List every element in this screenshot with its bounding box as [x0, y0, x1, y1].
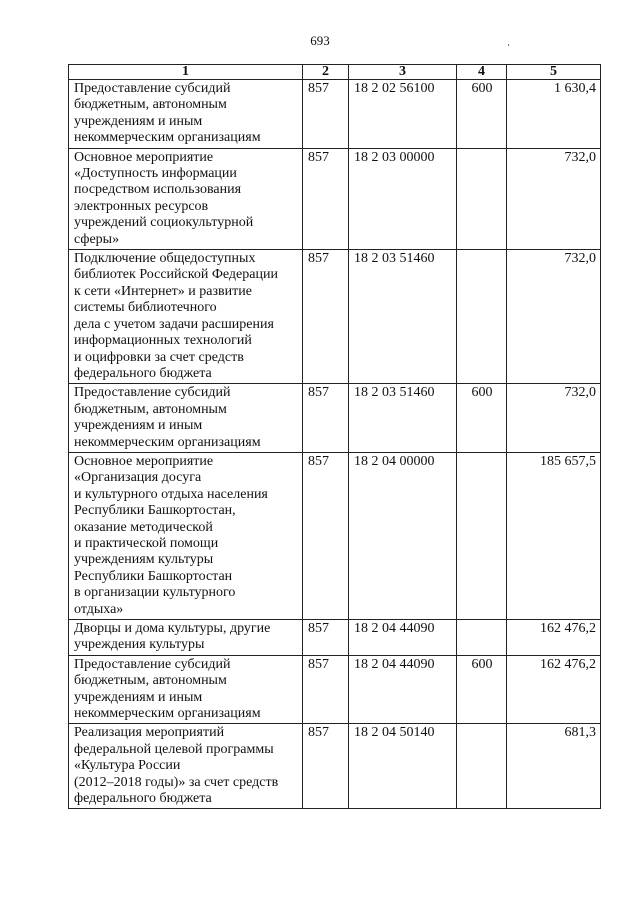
ministry-code-cell: 857 [303, 655, 349, 724]
table-row [69, 80, 601, 149]
expense-type-cell: 600 [457, 384, 507, 453]
amount-cell: 1 630,4 [507, 80, 601, 149]
expense-type-cell [457, 452, 507, 619]
row-name-cell: Дворцы и дома культуры, другие учреждения культуры [69, 620, 303, 656]
target-article-cell: 18 2 04 44090 [349, 620, 457, 656]
table-header [69, 65, 601, 80]
target-article-cell: 18 2 04 00000 [349, 452, 457, 619]
ministry-code-cell: 857 [303, 452, 349, 619]
page-number: 693 [310, 33, 330, 48]
amount-cell: 185 657,5 [507, 452, 601, 619]
budget-table [68, 64, 601, 809]
table-body [69, 80, 601, 809]
table-row [69, 250, 601, 384]
ministry-code-cell: 857 [303, 724, 349, 809]
header-row [69, 65, 601, 80]
header-col-4: 4 [457, 65, 507, 80]
header-col-2: 2 [303, 65, 349, 80]
table-row [69, 655, 601, 724]
amount-cell: 162 476,2 [507, 620, 601, 656]
row-name-cell: Подключение общедоступных библиотек Российской Федерации к сети «Интернет» и развитие системы библиотечного дела с учетом задачи расширения информационных технологий и оцифровки за счет средств федерального бюджета [69, 250, 303, 384]
expense-type-cell [457, 724, 507, 809]
target-article-cell: 18 2 02 56100 [349, 80, 457, 149]
header-col-1: 1 [69, 65, 303, 80]
scan-speck [508, 44, 509, 46]
target-article-cell: 18 2 03 51460 [349, 250, 457, 384]
amount-cell: 732,0 [507, 384, 601, 453]
row-name-cell: Предоставление субсидий бюджетным, автономным учреждениям и иным некоммерческим организациям [69, 384, 303, 453]
target-article-cell: 18 2 03 51460 [349, 384, 457, 453]
row-name-cell: Предоставление субсидий бюджетным, автономным учреждениям и иным некоммерческим организациям [69, 655, 303, 724]
target-article-cell: 18 2 04 50140 [349, 724, 457, 809]
row-name-cell: Основное мероприятие «Доступность информации посредством использования электронных ресурсов учреждений социокультурной сферы» [69, 148, 303, 249]
header-col-3: 3 [349, 65, 457, 80]
target-article-cell: 18 2 03 00000 [349, 148, 457, 249]
row-name-cell: Предоставление субсидий бюджетным, автономным учреждениям и иным некоммерческим организациям [69, 80, 303, 149]
expense-type-cell [457, 620, 507, 656]
expense-type-cell: 600 [457, 655, 507, 724]
ministry-code-cell: 857 [303, 620, 349, 656]
expense-type-cell [457, 250, 507, 384]
row-name-cell: Реализация мероприятий федеральной целевой программы «Культура России (2012–2018 годы)» за счет средств федерального бюджета [69, 724, 303, 809]
amount-cell: 732,0 [507, 148, 601, 249]
expense-type-cell [457, 148, 507, 249]
table-row [69, 452, 601, 619]
table-row [69, 148, 601, 249]
amount-cell: 681,3 [507, 724, 601, 809]
amount-cell: 162 476,2 [507, 655, 601, 724]
row-name-cell: Основное мероприятие «Организация досуга и культурного отдыха населения Республики Башкортостан, оказание методической и практической помощи учреждениям культуры Республики Башкортостан в организации культурного отдыха» [69, 452, 303, 619]
table-row [69, 724, 601, 809]
ministry-code-cell: 857 [303, 148, 349, 249]
table-row [69, 620, 601, 656]
ministry-code-cell: 857 [303, 80, 349, 149]
ministry-code-cell: 857 [303, 384, 349, 453]
target-article-cell: 18 2 04 44090 [349, 655, 457, 724]
header-col-5: 5 [507, 65, 601, 80]
table-row [69, 384, 601, 453]
expense-type-cell: 600 [457, 80, 507, 149]
amount-cell: 732,0 [507, 250, 601, 384]
ministry-code-cell: 857 [303, 250, 349, 384]
